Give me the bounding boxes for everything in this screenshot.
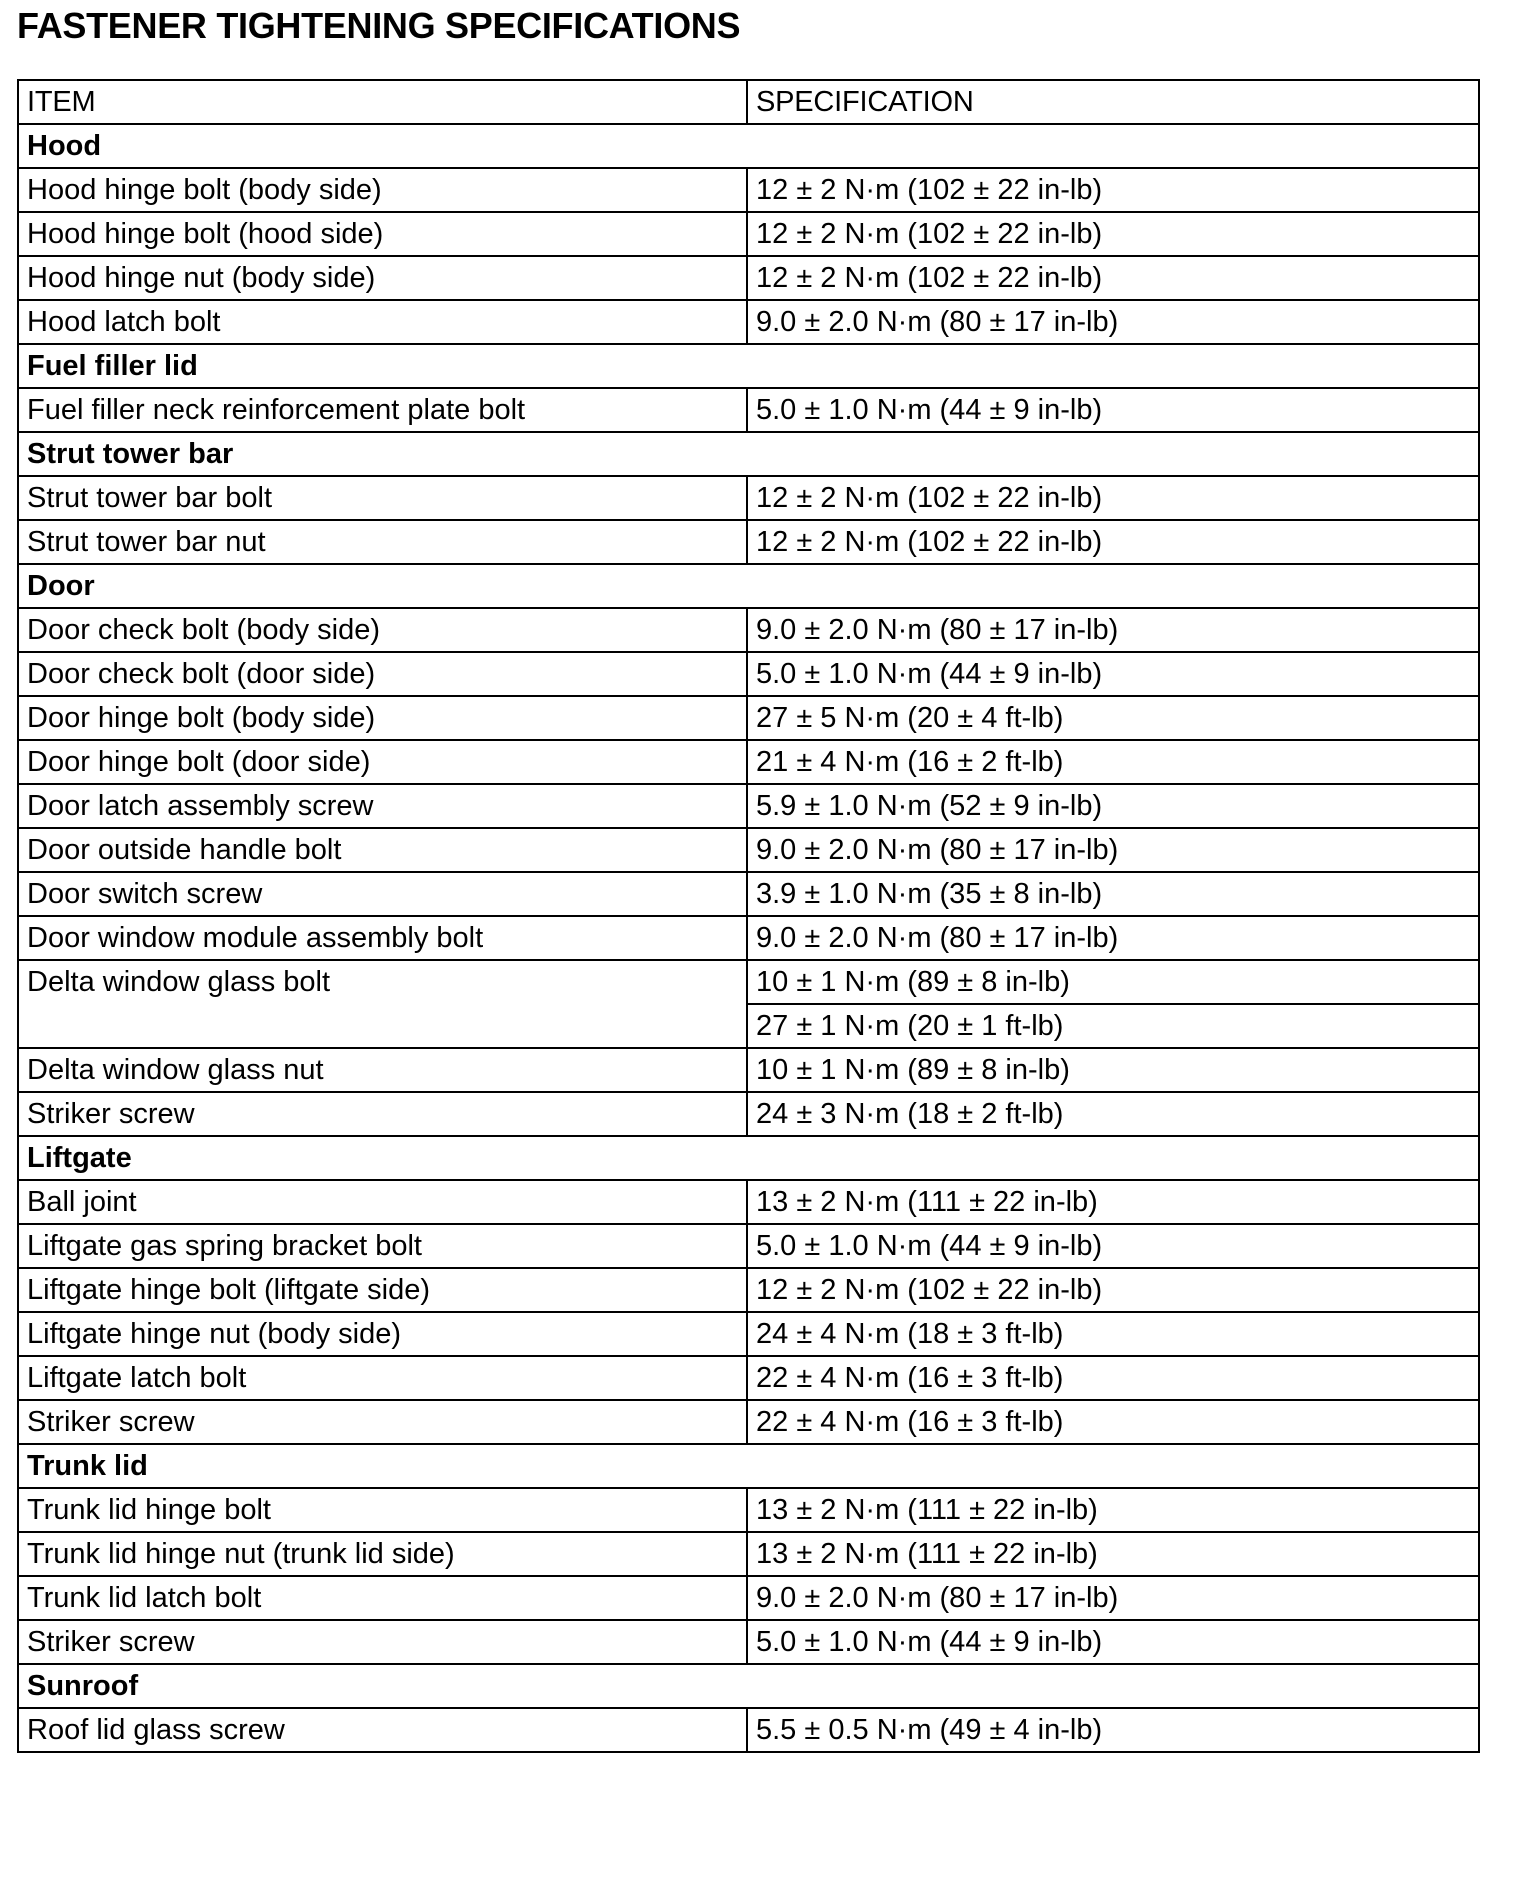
table-row bbox=[18, 1224, 1479, 1268]
table-row bbox=[18, 960, 1479, 1004]
table-row bbox=[18, 1532, 1479, 1576]
section-row bbox=[18, 124, 1479, 168]
section-row bbox=[18, 1444, 1479, 1488]
specification-cell: 24 ± 3 N·m (18 ± 2 ft-lb) bbox=[747, 1092, 1479, 1136]
specification-cell: 12 ± 2 N·m (102 ± 22 in-lb) bbox=[747, 256, 1479, 300]
specification-cell: 27 ± 5 N·m (20 ± 4 ft-lb) bbox=[747, 696, 1479, 740]
specification-cell: 24 ± 4 N·m (18 ± 3 ft-lb) bbox=[747, 1312, 1479, 1356]
item-cell: Hood hinge bolt (hood side) bbox=[18, 212, 747, 256]
section-title: Hood bbox=[18, 124, 1479, 168]
item-cell: Door hinge bolt (door side) bbox=[18, 740, 747, 784]
section-title: Liftgate bbox=[18, 1136, 1479, 1180]
section-row bbox=[18, 564, 1479, 608]
table-row bbox=[18, 1488, 1479, 1532]
item-cell: Door latch assembly screw bbox=[18, 784, 747, 828]
item-cell: Door switch screw bbox=[18, 872, 747, 916]
item-cell: Hood hinge bolt (body side) bbox=[18, 168, 747, 212]
section-title: Fuel filler lid bbox=[18, 344, 1479, 388]
specification-cell: 9.0 ± 2.0 N·m (80 ± 17 in-lb) bbox=[747, 300, 1479, 344]
specification-cell: 9.0 ± 2.0 N·m (80 ± 17 in-lb) bbox=[747, 828, 1479, 872]
specification-cell: 13 ± 2 N·m (111 ± 22 in-lb) bbox=[747, 1488, 1479, 1532]
table-row bbox=[18, 1312, 1479, 1356]
table-row bbox=[18, 1356, 1479, 1400]
item-cell: Liftgate hinge bolt (liftgate side) bbox=[18, 1268, 747, 1312]
table-row bbox=[18, 696, 1479, 740]
table-row bbox=[18, 1268, 1479, 1312]
header-specification: SPECIFICATION bbox=[747, 80, 1479, 124]
table-row bbox=[18, 1620, 1479, 1664]
specification-cell: 5.0 ± 1.0 N·m (44 ± 9 in-lb) bbox=[747, 1620, 1479, 1664]
item-cell: Hood latch bolt bbox=[18, 300, 747, 344]
item-cell: Door hinge bolt (body side) bbox=[18, 696, 747, 740]
item-cell: Liftgate hinge nut (body side) bbox=[18, 1312, 747, 1356]
specification-cell: 5.0 ± 1.0 N·m (44 ± 9 in-lb) bbox=[747, 388, 1479, 432]
table-row bbox=[18, 828, 1479, 872]
specification-cell: 22 ± 4 N·m (16 ± 3 ft-lb) bbox=[747, 1400, 1479, 1444]
table-row bbox=[18, 1400, 1479, 1444]
table-row bbox=[18, 1180, 1479, 1224]
table-body bbox=[18, 124, 1479, 1752]
item-cell: Striker screw bbox=[18, 1620, 747, 1664]
item-cell: Strut tower bar bolt bbox=[18, 476, 747, 520]
item-cell: Roof lid glass screw bbox=[18, 1708, 747, 1752]
item-cell: Trunk lid latch bolt bbox=[18, 1576, 747, 1620]
specification-cell: 9.0 ± 2.0 N·m (80 ± 17 in-lb) bbox=[747, 916, 1479, 960]
specification-cell: 5.0 ± 1.0 N·m (44 ± 9 in-lb) bbox=[747, 652, 1479, 696]
section-row bbox=[18, 1136, 1479, 1180]
specification-cell: 12 ± 2 N·m (102 ± 22 in-lb) bbox=[747, 212, 1479, 256]
specification-cell: 10 ± 1 N·m (89 ± 8 in-lb) bbox=[747, 1048, 1479, 1092]
table-row bbox=[18, 1048, 1479, 1092]
item-cell: Door check bolt (door side) bbox=[18, 652, 747, 696]
item-cell: Strut tower bar nut bbox=[18, 520, 747, 564]
table-row bbox=[18, 784, 1479, 828]
item-cell: Hood hinge nut (body side) bbox=[18, 256, 747, 300]
table-row bbox=[18, 476, 1479, 520]
table-row bbox=[18, 608, 1479, 652]
item-cell: Door outside handle bolt bbox=[18, 828, 747, 872]
specification-cell: 27 ± 1 N·m (20 ± 1 ft-lb) bbox=[747, 1004, 1479, 1048]
item-cell: Delta window glass nut bbox=[18, 1048, 747, 1092]
specification-cell: 5.9 ± 1.0 N·m (52 ± 9 in-lb) bbox=[747, 784, 1479, 828]
table-row bbox=[18, 212, 1479, 256]
section-row bbox=[18, 344, 1479, 388]
specification-cell: 22 ± 4 N·m (16 ± 3 ft-lb) bbox=[747, 1356, 1479, 1400]
header-item: ITEM bbox=[18, 80, 747, 124]
table-row bbox=[18, 872, 1479, 916]
section-title: Trunk lid bbox=[18, 1444, 1479, 1488]
fastener-spec-table bbox=[17, 79, 1480, 1753]
table-row bbox=[18, 388, 1479, 432]
specification-cell: 13 ± 2 N·m (111 ± 22 in-lb) bbox=[747, 1180, 1479, 1224]
table-row bbox=[18, 916, 1479, 960]
specification-cell: 12 ± 2 N·m (102 ± 22 in-lb) bbox=[747, 476, 1479, 520]
item-cell: Delta window glass bolt bbox=[18, 960, 747, 1048]
specification-cell: 12 ± 2 N·m (102 ± 22 in-lb) bbox=[747, 168, 1479, 212]
specification-cell: 13 ± 2 N·m (111 ± 22 in-lb) bbox=[747, 1532, 1479, 1576]
table-row bbox=[18, 1576, 1479, 1620]
section-row bbox=[18, 432, 1479, 476]
item-cell: Door check bolt (body side) bbox=[18, 608, 747, 652]
table-row bbox=[18, 256, 1479, 300]
specification-cell: 5.0 ± 1.0 N·m (44 ± 9 in-lb) bbox=[747, 1224, 1479, 1268]
specification-cell: 21 ± 4 N·m (16 ± 2 ft-lb) bbox=[747, 740, 1479, 784]
section-row bbox=[18, 1664, 1479, 1708]
specification-cell: 5.5 ± 0.5 N·m (49 ± 4 in-lb) bbox=[747, 1708, 1479, 1752]
item-cell: Fuel filler neck reinforcement plate bolt bbox=[18, 388, 747, 432]
table-row bbox=[18, 1092, 1479, 1136]
table-row bbox=[18, 740, 1479, 784]
specification-cell: 9.0 ± 2.0 N·m (80 ± 17 in-lb) bbox=[747, 1576, 1479, 1620]
item-cell: Striker screw bbox=[18, 1092, 747, 1136]
table-row bbox=[18, 168, 1479, 212]
item-cell: Striker screw bbox=[18, 1400, 747, 1444]
section-title: Door bbox=[18, 564, 1479, 608]
item-cell: Trunk lid hinge bolt bbox=[18, 1488, 747, 1532]
specification-cell: 10 ± 1 N·m (89 ± 8 in-lb) bbox=[747, 960, 1479, 1004]
page-title: FASTENER TIGHTENING SPECIFICATIONS bbox=[17, 5, 741, 46]
item-cell: Liftgate latch bolt bbox=[18, 1356, 747, 1400]
section-title: Strut tower bar bbox=[18, 432, 1479, 476]
specification-cell: 12 ± 2 N·m (102 ± 22 in-lb) bbox=[747, 1268, 1479, 1312]
item-cell: Ball joint bbox=[18, 1180, 747, 1224]
specification-cell: 12 ± 2 N·m (102 ± 22 in-lb) bbox=[747, 520, 1479, 564]
specification-cell: 3.9 ± 1.0 N·m (35 ± 8 in-lb) bbox=[747, 872, 1479, 916]
item-cell: Trunk lid hinge nut (trunk lid side) bbox=[18, 1532, 747, 1576]
specification-cell: 9.0 ± 2.0 N·m (80 ± 17 in-lb) bbox=[747, 608, 1479, 652]
table-row bbox=[18, 300, 1479, 344]
table-row bbox=[18, 520, 1479, 564]
item-cell: Liftgate gas spring bracket bolt bbox=[18, 1224, 747, 1268]
table-row bbox=[18, 1708, 1479, 1752]
table-header-row bbox=[18, 80, 1479, 124]
item-cell: Door window module assembly bolt bbox=[18, 916, 747, 960]
table-row bbox=[18, 652, 1479, 696]
section-title: Sunroof bbox=[18, 1664, 1479, 1708]
